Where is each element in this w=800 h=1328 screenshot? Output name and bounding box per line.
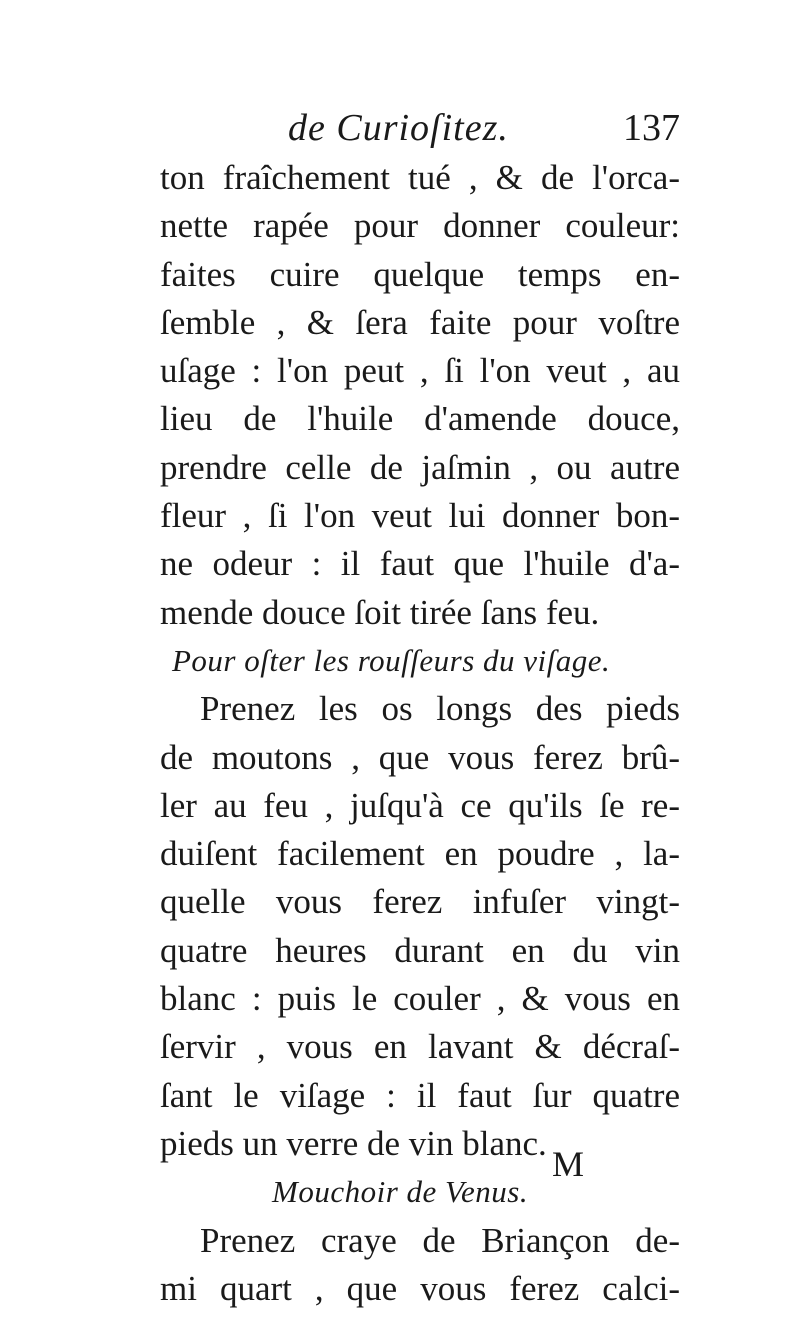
text-line: ſervir , vous en lavant & décraſ-: [160, 1027, 680, 1067]
section-heading: Mouchoir de Venus.: [272, 1174, 529, 1210]
text-line: nette rapée pour donner couleur:: [160, 206, 680, 246]
section-heading: Pour oſter les rouſſeurs du viſage.: [172, 642, 611, 678]
text-line: ne odeur : il faut que l'huile d'a-: [160, 544, 680, 584]
text-line: uſage : l'on peut , ſi l'on veut , au: [160, 351, 680, 391]
text-line: ler au feu , juſqu'à ce qu'ils ſe re-: [160, 785, 680, 825]
text-line: lieu de l'huile d'amende douce,: [160, 399, 680, 439]
text-line: prendre celle de jaſmin , ou autre: [160, 447, 680, 487]
text-line: quelle vous ferez infuſer vingt-: [160, 882, 680, 922]
signature-mark: M: [552, 1144, 585, 1184]
text-line: duiſent facilement en poudre , la-: [160, 834, 680, 874]
text-line: de moutons , que vous ferez brû-: [160, 737, 680, 777]
text-line: faites cuire quelque temps en-: [160, 254, 680, 294]
text-line: Prenez craye de Briançon de-: [200, 1220, 680, 1260]
text-line: ton fraîchement tué , & de l'orca-: [160, 158, 680, 197]
text-line: fleur , ſi l'on veut lui donner bon-: [160, 496, 680, 536]
text-line: Prenez les os longs des pieds: [200, 689, 680, 729]
text-line: quatre heures durant en du vin: [160, 930, 680, 970]
text-line: blanc : puis le couler , & vous en: [160, 979, 680, 1019]
text-line: ſemble , & ſera faite pour voſtre: [160, 302, 680, 342]
text-line: mi quart , que vous ferez calci-: [160, 1268, 680, 1308]
text-line: mende douce ſoit tirée ſans feu.: [160, 592, 600, 632]
running-title: de Curioſitez.: [288, 107, 509, 149]
page-number: 137: [623, 107, 680, 149]
text-line: pieds un verre de vin blanc.: [160, 1123, 547, 1163]
text-line: ſant le viſage : il faut ſur quatre: [160, 1075, 680, 1115]
body-text: [160, 154, 680, 1313]
